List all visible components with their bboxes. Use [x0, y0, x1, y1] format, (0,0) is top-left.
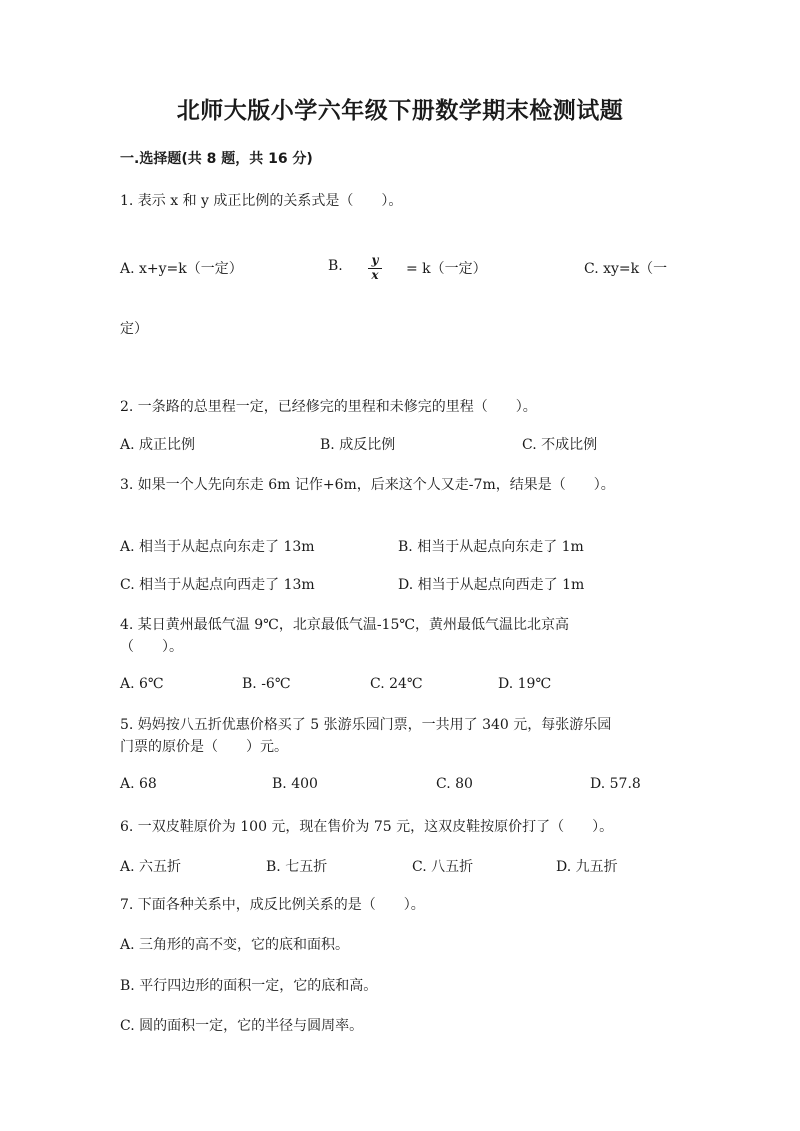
question-7-option-a: A. 三角形的高不变，它的底和面积。	[120, 937, 350, 953]
question-4-option-a: A. 6℃	[120, 676, 164, 692]
question-4-option-d: D. 19℃	[498, 676, 552, 692]
question-7-stem: 7. 下面各种关系中，成反比例关系的是（ ）。	[120, 897, 425, 913]
question-2-stem: 2. 一条路的总里程一定，已经修完的里程和未修完的里程（ ）。	[120, 399, 537, 415]
question-5-option-b: B. 400	[272, 776, 318, 792]
question-3-option-c: C. 相当于从起点向西走了 13m	[120, 577, 315, 593]
fraction-denominator: x	[371, 268, 379, 282]
question-2-option-b: B. 成反比例	[320, 437, 396, 453]
question-4-option-c: C. 24℃	[370, 676, 423, 692]
question-1-option-a: A. x+y=k（一定）	[120, 261, 243, 277]
page-title: 北师大版小学六年级下册数学期末检测试题	[176, 98, 624, 124]
question-1-option-b-fraction	[368, 254, 382, 282]
question-4-stem: 4. 某日黄州最低气温 9℃，北京最低气温-15℃，黄州最低气温比北京高	[120, 617, 570, 633]
question-3-option-d: D. 相当于从起点向西走了 1m	[398, 577, 585, 593]
question-1-option-b-text: = k（一定）	[406, 261, 487, 277]
question-4-option-b: B. -6℃	[242, 676, 291, 692]
question-1-stem: 1. 表示 x 和 y 成正比例的关系式是（ ）。	[120, 193, 403, 209]
question-6-stem: 6. 一双皮鞋原价为 100 元，现在售价为 75 元，这双皮鞋按原价打了（ ）。	[120, 819, 614, 835]
question-3-stem: 3. 如果一个人先向东走 6m 记作+6m，后来这个人又走-7m，结果是（ ）。	[120, 477, 615, 493]
question-1-option-b-label: B.	[328, 258, 343, 274]
question-5-stem-continued: 门票的原价是（ ）元。	[120, 739, 288, 755]
question-6-option-c: C. 八五折	[412, 859, 474, 875]
question-7-option-c: C. 圆的面积一定，它的半径与圆周率。	[120, 1018, 364, 1034]
question-6-option-a: A. 六五折	[120, 859, 182, 875]
question-5-option-a: A. 68	[120, 776, 157, 792]
question-2-option-c: C. 不成比例	[522, 437, 598, 453]
question-1-option-c: C. xy=k（一	[584, 261, 668, 277]
question-3-option-b: B. 相当于从起点向东走了 1m	[398, 539, 584, 555]
question-7-option-b: B. 平行四边形的面积一定，它的底和高。	[120, 978, 378, 994]
question-2-option-a: A. 成正比例	[120, 437, 196, 453]
question-5-option-d: D. 57.8	[590, 776, 641, 792]
question-6-option-b: B. 七五折	[266, 859, 328, 875]
section-heading: 一.选择题(共 8 题，共 16 分)	[120, 151, 313, 167]
question-3-option-a: A. 相当于从起点向东走了 13m	[120, 539, 315, 555]
question-6-option-d: D. 九五折	[556, 859, 618, 875]
question-5-stem: 5. 妈妈按八五折优惠价格买了 5 张游乐园门票，一共用了 340 元，每张游乐园	[120, 717, 612, 733]
question-1-option-c-continued: 定）	[120, 321, 148, 337]
fraction-numerator: y	[368, 254, 382, 269]
question-5-option-c: C. 80	[436, 776, 473, 792]
question-4-stem-continued: （ ）。	[120, 639, 183, 655]
